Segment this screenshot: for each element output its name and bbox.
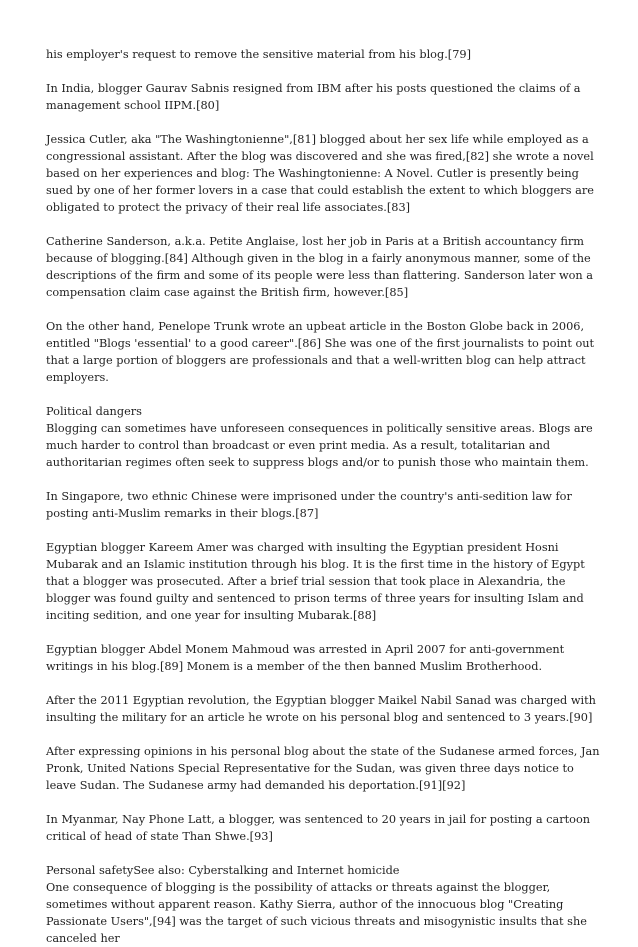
paragraph-safety-intro: One consequence of blogging is the possibility of attacks or threats against the blogger, sometimes without apparent reason. Kathy Sierra, author of the innocuous blog "Creating Passionate Users",[94] was the target of such vicious threats and misogynistic insults that she canceled her xyxy=(46,881,587,945)
paragraph-maikel-nabil: After the 2011 Egyptian revolution, the Egyptian blogger Maikel Nabil Sanad was charged with insulting the military for an article he wrote on his personal blog and sentenced to 3 years.[90] xyxy=(46,694,596,724)
paragraph-political-intro: Blogging can sometimes have unforeseen consequences in politically sensitive areas. Blogs are much harder to control than broadcast or even print media. As a result, totalitarian and authoritarian regimes often seek to suppress blogs and/or to punish those who maintain them. xyxy=(46,422,593,469)
paragraph-jan-pronk: After expressing opinions in his personal blog about the state of the Sudanese armed forces, Jan Pronk, United Nations Special Representative for the Sudan, was given three days notice to leave Sudan. The Sudanese army had demanded his deportation.[91][92] xyxy=(46,745,600,792)
paragraph-gaurav-sabnis: In India, blogger Gaurav Sabnis resigned from IBM after his posts questioned the claims of a management school IIPM.[80] xyxy=(46,82,581,112)
paragraph-abdel-monem: Egyptian blogger Abdel Monem Mahmoud was arrested in April 2007 for anti-government writings in his blog.[89] Monem is a member of the then banned Muslim Brotherhood. xyxy=(46,643,565,673)
section-heading-political-dangers: Political dangers xyxy=(46,405,142,418)
document-page xyxy=(46,46,606,947)
paragraph-penelope-trunk: On the other hand, Penelope Trunk wrote an upbeat article in the Boston Globe back in 2006, entitled "Blogs 'essential' to a good career".[86] She was one of the first journalists to point out that a large portion of bloggers are professionals and that a well-written blog can help attract employers. xyxy=(46,320,595,384)
section-personal-safety xyxy=(46,862,606,947)
paragraph-kareem-amer: Egyptian blogger Kareem Amer was charged with insulting the Egyptian president Hosni Mubarak and an Islamic institution through his blog. It is the first time in the history of Egypt that a blogger was prosecuted. After a brief trial session that took place in Alexandria, the blogger was found guilty and sentenced to prison terms of three years for insulting Islam and inciting sedition, and one year for insulting Mubarak.[88] xyxy=(46,541,585,622)
paragraph-catherine-sanderson: Catherine Sanderson, a.k.a. Petite Anglaise, lost her job in Paris at a British accountancy firm because of blogging.[84] Although given in the blog in a fairly anonymous manner, some of the descriptions of the firm and some of its people were less than flattering. Sanderson later won a compensation claim case against the British firm, however.[85] xyxy=(46,235,594,299)
paragraph-employer-request: his employer's request to remove the sensitive material from his blog.[79] xyxy=(46,48,471,61)
paragraph-jessica-cutler: Jessica Cutler, aka "The Washingtonienne",[81] blogged about her sex life while employed as a congressional assistant. After the blog was discovered and she was fired,[82] she wrote a novel based on her experiences and blog: The Washingtonienne: A Novel. Cutler is presently being sued by one of her former lovers in a case that could establish the extent to which bloggers are obligated to protect the privacy of their real life associates.[83] xyxy=(46,133,594,214)
paragraph-myanmar: In Myanmar, Nay Phone Latt, a blogger, was sentenced to 20 years in jail for posting a cartoon critical of head of state Than Shwe.[93] xyxy=(46,813,591,843)
section-heading-personal-safety: Personal safetySee also: Cyberstalking and Internet homicide xyxy=(46,864,400,877)
section-political-dangers xyxy=(46,403,606,471)
paragraph-singapore: In Singapore, two ethnic Chinese were imprisoned under the country's anti-sedition law for posting anti-Muslim remarks in their blogs.[87] xyxy=(46,490,572,520)
